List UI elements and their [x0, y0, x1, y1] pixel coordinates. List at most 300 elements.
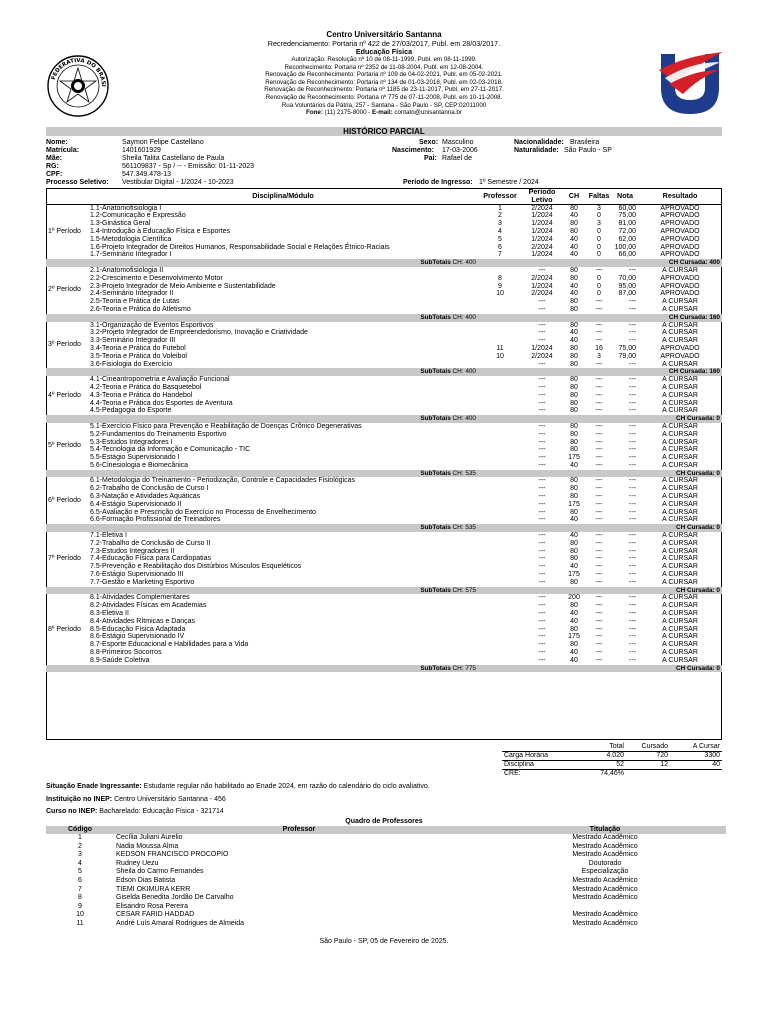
student-cpf: 547.349.478-13 [122, 171, 172, 178]
professor-name: André Luís Amaral Rodrigues de Almeida [116, 919, 245, 927]
resultado-value: APROVADO [660, 235, 700, 243]
professor-code: 8 [78, 894, 82, 902]
nota-value: --- [629, 305, 636, 313]
periodo-letivo: --- [538, 298, 546, 306]
resultado-value: A CURSAR [662, 321, 698, 329]
faltas-value: --- [595, 493, 603, 501]
professor-name: Nadia Moussa Alma [116, 842, 179, 850]
ch-value: 80 [570, 493, 578, 501]
discipline-name: 2.5-Teoria e Prática de Lutas [90, 298, 180, 306]
resultado-value: APROVADO [660, 243, 700, 251]
grades-table [46, 188, 722, 672]
subtotal-label: SubTotais [420, 368, 451, 376]
professor-code [478, 563, 522, 571]
ch-value: 175 [568, 500, 580, 508]
professor-code [478, 602, 522, 610]
faltas-value: 0 [597, 243, 601, 251]
table-row [46, 555, 722, 563]
nota-value: --- [629, 493, 636, 501]
nota-value: --- [629, 563, 636, 571]
table-row [46, 493, 722, 501]
faltas-value: --- [595, 594, 603, 602]
faltas-value: --- [595, 399, 603, 407]
faltas-value: 0 [597, 235, 601, 243]
resultado-value: A CURSAR [662, 477, 698, 485]
col-nota: Nota [617, 190, 633, 200]
resultado-value: APROVADO [660, 212, 700, 220]
discipline-name: 2.4-Seminário Integrador II [90, 290, 174, 298]
faltas-value: 0 [597, 212, 601, 220]
periodo-letivo: --- [538, 555, 546, 563]
professor-code: 11 [496, 344, 504, 352]
nota-value: --- [629, 321, 636, 329]
ch-value: 40 [570, 532, 578, 540]
faltas-value: --- [595, 625, 603, 633]
professor-code [478, 267, 522, 275]
student-matricula: 1401601929 [122, 147, 161, 154]
periodo-letivo: --- [538, 547, 546, 555]
discipline-name: 7.2-Trabalho de Conclusão de Curso II [90, 539, 211, 547]
professor-code: 8 [498, 274, 502, 282]
nota-value: --- [629, 500, 636, 508]
nota-value: --- [629, 547, 636, 555]
ch-value: 80 [570, 266, 578, 274]
professor-code [478, 579, 522, 587]
subtotal-row [46, 524, 722, 532]
faltas-value: --- [595, 571, 603, 579]
professor-row [46, 834, 726, 843]
table-row [46, 204, 722, 212]
faltas-value: --- [595, 539, 603, 547]
course-name: Educação Física [355, 47, 413, 56]
totals-row: Disciplina 52 12 40 [504, 761, 720, 768]
discipline-name: 7.5-Prevenção e Reabilitação dos Distúrbios Músculos Esqueléticos [90, 563, 302, 571]
header-line: Renovação de Reconhecimento: Portaria nº 775 de 07-11-2008, Publ. em 10-11-2008. [265, 93, 503, 101]
table-row [46, 501, 722, 509]
faltas-value: 0 [597, 290, 601, 298]
ch-value: 200 [568, 594, 580, 602]
periodo-letivo: --- [538, 337, 546, 345]
discipline-name: 8.5-Educação Física Adaptada [90, 625, 186, 633]
nota-value: --- [629, 329, 636, 337]
professor-titulacao: Mestrado Acadêmico [572, 834, 638, 841]
professor-code: 2 [78, 842, 82, 850]
totals-row: Carga Horária 4.020 720 3300 [504, 752, 720, 759]
table-row [46, 244, 722, 252]
nota-value: 81,00 [618, 220, 636, 228]
resultado-value: A CURSAR [662, 547, 698, 555]
professor-name: Edson Dias Batista [116, 876, 176, 884]
ch-value: 80 [570, 344, 578, 352]
discipline-name: 6.5-Avaliação e Prescrição do Exercício no Processo de Envelhecimento [90, 508, 316, 516]
nota-value: 79,00 [618, 352, 636, 360]
resultado-value: A CURSAR [662, 633, 698, 641]
professor-code [478, 493, 522, 501]
professor-code: 2 [498, 212, 502, 220]
professor-titulacao: Mestrado Acadêmico [572, 911, 638, 919]
periodo-letivo: --- [538, 305, 546, 313]
professor-titulacao: Mestrado Acadêmico [572, 851, 638, 859]
table-row [46, 548, 722, 556]
resultado-value: A CURSAR [662, 641, 698, 649]
professor-row [46, 903, 726, 912]
periodo-letivo: 1/2024 [531, 235, 553, 243]
periodo-letivo: --- [538, 329, 546, 337]
professor-code [478, 439, 522, 447]
ch-value: 40 [570, 251, 578, 259]
faltas-value: --- [595, 563, 603, 571]
subtotal-row [46, 587, 722, 595]
table-row [46, 212, 722, 220]
subtotal-row [46, 368, 722, 376]
subtotal-label: SubTotais [420, 259, 451, 267]
ch-value: 40 [570, 282, 578, 290]
ch-value: 80 [570, 555, 578, 563]
discipline-name: 5.4-Tecnologia da Informação e Comunicação - TIC [90, 446, 251, 454]
faltas-value: 3 [597, 204, 601, 212]
nota-value: --- [629, 656, 636, 664]
faltas-value: --- [595, 266, 603, 274]
professor-code [478, 532, 522, 540]
table-row [46, 446, 722, 454]
professor-code: 10 [496, 290, 504, 298]
ch-value: 80 [570, 446, 578, 454]
ch-value: 80 [570, 477, 578, 485]
periodo-letivo: 2/2024 [531, 204, 553, 212]
professor-code [478, 376, 522, 384]
resultado-value: A CURSAR [662, 493, 698, 501]
table-row [46, 657, 722, 665]
nota-value: 75,00 [618, 212, 636, 220]
resultado-value: A CURSAR [662, 266, 698, 274]
professor-code: 10 [496, 352, 504, 360]
table-row [46, 431, 722, 439]
ch-cursada: CH Cursada: 0 [478, 587, 722, 595]
col-letivo: Letivo [531, 194, 553, 204]
resultado-value: A CURSAR [662, 438, 698, 446]
table-row [46, 579, 722, 587]
faltas-value: --- [595, 633, 603, 641]
institution-header [0, 30, 768, 117]
professor-row [46, 868, 726, 877]
nota-value: --- [629, 594, 636, 602]
professor-code [478, 626, 522, 634]
student-naturalidade: São Paulo - SP [564, 147, 612, 154]
nota-value: --- [629, 508, 636, 516]
professor-code [478, 423, 522, 431]
faltas-value: --- [595, 391, 603, 399]
ch-value: 80 [570, 376, 578, 384]
table-row [46, 400, 722, 408]
subtotal-row [46, 415, 722, 423]
faltas-value: 0 [597, 282, 601, 290]
ch-value: 80 [570, 220, 578, 228]
professor-row [46, 894, 726, 903]
ch-value: 40 [570, 243, 578, 251]
table-row [46, 322, 722, 330]
faltas-value: --- [595, 477, 603, 485]
discipline-name: 5.5-Estágio Supervisionado I [90, 454, 180, 462]
discipline-name: 4.3-Teoria e Prática do Handebol [90, 391, 193, 399]
discipline-name: 3.3-Seminário Integrador III [90, 337, 176, 345]
nota-value: 60,00 [618, 204, 636, 212]
ch-value: 80 [570, 602, 578, 610]
discipline-name: 2.2-Crescimento e Desenvolvimento Motor [90, 274, 223, 282]
table-row [46, 290, 722, 298]
faltas-value: --- [595, 547, 603, 555]
student-rg: 561109837 - Sp / -- - Emissão: 01-11-2023 [122, 163, 255, 170]
ch-value: 40 [570, 610, 578, 618]
periodo-letivo: 2/2024 [531, 243, 553, 251]
professor-row [46, 911, 726, 920]
resultado-value: APROVADO [660, 227, 700, 235]
periodo-letivo: --- [538, 516, 546, 524]
discipline-name: 3.2-Projeto Integrador de Empreendedorismo, Inovação e Criatividade [90, 329, 308, 337]
header-line: Renovação de Reconhecimento: Portaria nº 134 de 01-03-2018, Publ. em 02-03-2018. [265, 78, 503, 86]
discipline-name: 5.6-Cinesiologia e Biomecânica [90, 461, 189, 469]
periodo-letivo: --- [538, 633, 546, 641]
subtotal-ch: CH: 575 [452, 586, 476, 594]
professor-name: CESAR FARID HADDAD [116, 911, 195, 919]
discipline-name: 3.6-Fisiologia do Exercício [90, 360, 173, 368]
discipline-name: 8.7-Esporte Educacional e Habilidades para a Vida [90, 641, 249, 649]
table-row [46, 283, 722, 291]
resultado-value: A CURSAR [662, 360, 698, 368]
discipline-name: 2.1-Anatomofisiologia II [90, 266, 164, 274]
professor-code [478, 322, 522, 330]
table-row [46, 594, 722, 602]
faltas-value: --- [595, 610, 603, 618]
subtotal-ch: CH: 775 [452, 664, 476, 672]
professor-titulacao: Mestrado Acadêmico [572, 894, 638, 902]
professor-name: Rudney Uezu [116, 859, 159, 867]
professor-code: 7 [498, 251, 502, 259]
ch-value: 175 [568, 571, 580, 579]
subtotal-label: SubTotais [420, 313, 451, 321]
table-row [46, 540, 722, 548]
resultado-value: A CURSAR [662, 422, 698, 430]
table-row [46, 618, 722, 626]
professor-code [478, 540, 522, 548]
table-row [46, 532, 722, 540]
resultado-value: A CURSAR [662, 656, 698, 664]
nota-value: 62,00 [618, 235, 636, 243]
table-row [46, 306, 722, 314]
nota-value: --- [629, 266, 636, 274]
nota-value: --- [629, 485, 636, 493]
col-resultado: Resultado [662, 190, 698, 200]
ch-value: 40 [570, 337, 578, 345]
periodo-letivo: --- [538, 383, 546, 391]
resultado-value: A CURSAR [662, 454, 698, 462]
nota-value: --- [629, 532, 636, 540]
email-link[interactable]: contato@unisantanna.br [394, 109, 462, 117]
ch-value: 40 [570, 212, 578, 220]
periodo-letivo: --- [538, 321, 546, 329]
discipline-name: 8.9-Saúde Coletiva [90, 656, 150, 664]
professor-code: 5 [498, 235, 502, 243]
table-row [46, 376, 722, 384]
ch-value: 80 [570, 360, 578, 368]
discipline-name: 4.4-Teoria e Prática dos Esportes de Aventura [90, 399, 233, 407]
discipline-name: 8.6-Estágio Supervisionado IV [90, 633, 185, 641]
totals-table [502, 743, 722, 778]
faltas-value: --- [595, 508, 603, 516]
inep-institution: Instituição no INEP: Centro Universitário Santanna - 456 [46, 796, 226, 803]
period-label: 2º Período [48, 286, 81, 294]
totals-header: Total Cursado A Cursar [609, 743, 720, 750]
table-row [46, 361, 722, 369]
table-row [46, 298, 722, 306]
professor-code [478, 555, 522, 563]
periodo-letivo: 1/2024 [531, 227, 553, 235]
professor-code: 4 [498, 227, 502, 235]
resultado-value: A CURSAR [662, 383, 698, 391]
faltas-value: --- [595, 446, 603, 454]
discipline-name: 7.1-Eletiva I [90, 532, 127, 540]
professor-code [478, 306, 522, 314]
professor-name: Sheila do Carmo Fernandes [116, 868, 204, 876]
discipline-name: 4.5-Pedagogia do Esporte [90, 407, 172, 415]
discipline-name: 5.2-Fundamentos do Treinamento Esportivo [90, 430, 227, 438]
discipline-name: 3.4-Teoria e Prática do Futebol [90, 344, 186, 352]
student-info: Nome: Saymon Felipe Castellano Matrícula: 1401601929 Mãe: Sheila Talita Castellano de Paula RG: 561109837 - Sp / -- - Emissão: 01-11-2023 CPF: 547.349.478-13 Processo Seletivo: Vestibular Digital - 1/2024 - 10-2023 Sexo: Masculino Nascimento: 17-03-2006 Pai: Rafael de Período de Ingresso: 1º Semestre / 2024 Nacionalidade: Brasileira Naturalidade: São Paulo - SP [46, 139, 612, 186]
nota-value: --- [629, 360, 636, 368]
totals-row: CRE: 74,46% [502, 770, 722, 779]
discipline-name: 1.6-Projeto Integrador de Direitos Humanos, Responsabilidade Social e Relações Étnico-Raciais [90, 243, 390, 251]
resultado-value: A CURSAR [662, 649, 698, 657]
professor-code [478, 446, 522, 454]
faltas-value: --- [595, 656, 603, 664]
table-row [46, 509, 722, 517]
header-line: Renovação de Reconhecimento: Portaria nº 1185 de 23-11-2017, Publ. em 27-11-2017. [264, 86, 504, 94]
professor-row [46, 843, 726, 852]
student-nacionalidade: Brasileira [570, 139, 600, 146]
faltas-value: --- [595, 532, 603, 540]
professors-title: Quadro de Professores [345, 818, 423, 825]
ch-value: 40 [570, 649, 578, 657]
table-row [46, 633, 722, 641]
inep-course: Curso no INEP: Bacharelado: Educação Física - 321714 [46, 808, 224, 815]
recredenciamento: Recredenciamento: Portaria nº 422 de 27/03/2017, Publ. em 28/03/2017. [267, 39, 501, 48]
header-line: Rua Voluntários da Pátria, 257 - Santana - São Paulo - SP, CEP:02011000 [281, 101, 487, 109]
nota-value: --- [629, 454, 636, 462]
resultado-value: A CURSAR [662, 305, 698, 313]
ch-value: 80 [570, 625, 578, 633]
resultado-value: A CURSAR [662, 446, 698, 454]
period-label: 4º Período [48, 391, 81, 399]
professor-row [46, 886, 726, 895]
ch-value: 80 [570, 399, 578, 407]
ch-value: 175 [568, 633, 580, 641]
student-nascimento: 17-03-2006 [442, 147, 478, 154]
subtotal-row [46, 665, 722, 673]
period-label: 5º Período [48, 442, 81, 450]
table-row [46, 275, 722, 283]
nota-value: --- [629, 649, 636, 657]
subtotal-ch: CH: 535 [452, 469, 476, 477]
periodo-letivo: --- [538, 438, 546, 446]
periodo-letivo: --- [538, 461, 546, 469]
subtotal-row [46, 259, 722, 267]
professor-code: 9 [498, 282, 502, 290]
periodo-letivo: --- [538, 617, 546, 625]
faltas-value: --- [595, 383, 603, 391]
nota-value: --- [629, 602, 636, 610]
faltas-value: 0 [597, 251, 601, 259]
subtotal-ch: CH: 400 [452, 259, 476, 267]
discipline-name: 1.2-Comunicação e Expressão [90, 212, 186, 220]
discipline-name: 1.5-Metodologia Científica [90, 235, 172, 243]
nota-value: 75,00 [618, 344, 636, 352]
ch-cursada: CH Cursada: 0 [478, 665, 722, 673]
nota-value: 100,00 [614, 243, 636, 251]
subtotal-ch: CH: 400 [452, 313, 476, 321]
periodo-letivo: --- [538, 407, 546, 415]
period-label: 8º Período [48, 625, 81, 633]
resultado-value: A CURSAR [662, 485, 698, 493]
resultado-value: A CURSAR [662, 617, 698, 625]
professor-code: 6 [498, 243, 502, 251]
professor-row [46, 851, 726, 860]
ch-value: 175 [568, 454, 580, 462]
period-label: 1º Período [48, 227, 81, 235]
ch-value: 80 [570, 547, 578, 555]
table-row [46, 477, 722, 485]
periodo-letivo: --- [538, 656, 546, 664]
professor-code [478, 361, 522, 369]
resultado-value: A CURSAR [662, 461, 698, 469]
ch-value: 80 [570, 438, 578, 446]
table-row [46, 649, 722, 657]
col-disciplina: Disciplina/Módulo [252, 190, 314, 200]
subtotal-label: SubTotais [420, 415, 451, 423]
periodo-letivo: 2/2024 [531, 352, 553, 360]
table-row [46, 236, 722, 244]
subtotal-row [46, 470, 722, 478]
ch-value: 80 [570, 383, 578, 391]
periodo-letivo: --- [538, 539, 546, 547]
ch-value: 40 [570, 290, 578, 298]
professor-titulacao [484, 903, 726, 912]
faltas-value: --- [595, 298, 603, 306]
faltas-value: --- [595, 321, 603, 329]
nota-value: --- [629, 633, 636, 641]
periodo-letivo: --- [538, 641, 546, 649]
professor-code [478, 501, 522, 509]
discipline-name: 7.4-Educação Física para Cardiopatias [90, 555, 212, 563]
discipline-name: 6.4-Estágio Supervisionado II [90, 500, 182, 508]
periodo-letivo: --- [538, 399, 546, 407]
professor-titulacao: Doutorado [588, 859, 622, 867]
table-row [46, 267, 722, 275]
ch-value: 80 [570, 641, 578, 649]
nota-value: 95,00 [618, 282, 636, 290]
ch-value: 80 [570, 539, 578, 547]
period-label: 6º Período [48, 496, 81, 504]
faltas-value: --- [595, 305, 603, 313]
periodo-letivo: --- [538, 625, 546, 633]
ch-value: 80 [570, 508, 578, 516]
periodo-letivo: --- [538, 594, 546, 602]
subtotal-row [46, 314, 722, 322]
professor-code: 1 [498, 204, 502, 212]
professor-code: 3 [78, 851, 82, 859]
faltas-value: --- [595, 461, 603, 469]
faltas-value: 3 [597, 352, 601, 360]
nota-value: --- [629, 617, 636, 625]
professor-name: KEDSON FRANCISCO PROCOPIO [116, 851, 229, 859]
